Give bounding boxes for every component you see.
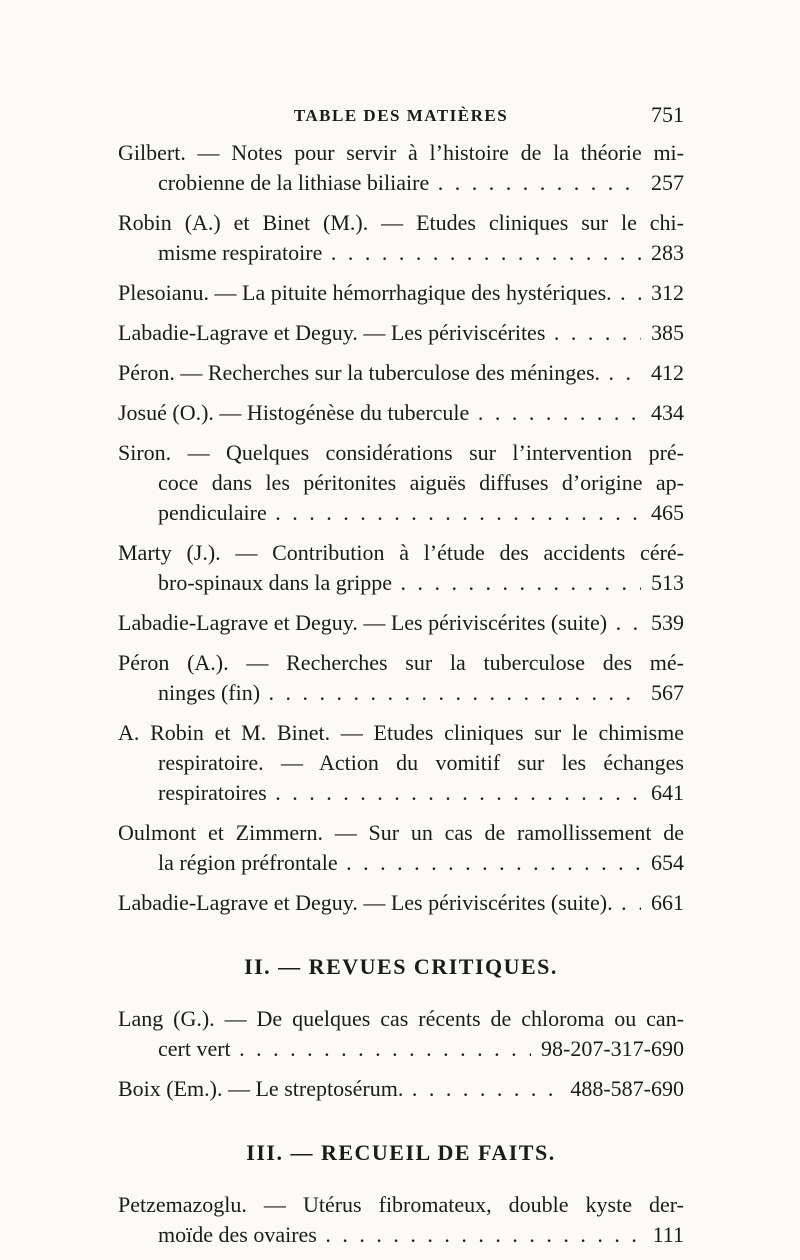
toc-entry-line xyxy=(118,648,684,678)
table-of-contents xyxy=(118,138,684,1260)
toc-entry-line xyxy=(118,848,684,878)
page-number: 751 xyxy=(651,102,684,127)
toc-entry-text: Josué (O.). — Histogénèse du tubercule . . . xyxy=(118,398,641,428)
toc-entry-text: cert vert . . . xyxy=(158,1034,531,1064)
toc-entry-line xyxy=(118,818,684,848)
toc-entry xyxy=(118,818,684,878)
toc-entry-text: Lang (G.). — De quelques cas récents de chloroma ou can- xyxy=(118,1006,684,1031)
toc-entry-text: Péron (A.). — Recherches sur la tuberculose des mé- xyxy=(118,650,684,675)
running-head xyxy=(118,102,684,132)
toc-entry-text: Robin (A.) et Binet (M.). — Etudes cliniques sur le chi- xyxy=(118,210,684,235)
toc-entry xyxy=(118,438,684,528)
toc-entry-line xyxy=(118,1074,684,1104)
toc-entry-text: Petzemazoglu. — Utérus fibromateux, double kyste der- xyxy=(118,1192,684,1217)
toc-entry xyxy=(118,718,684,808)
revues-critiques-list xyxy=(118,1004,684,1104)
toc-entry xyxy=(118,358,684,388)
toc-entry-text: la région préfrontale . . . xyxy=(158,848,641,878)
toc-entry-line xyxy=(118,778,684,808)
toc-entry-text: crobienne de la lithiase biliaire . . . xyxy=(158,168,641,198)
toc-page-number: 654 xyxy=(651,850,684,875)
toc-entry-text: Labadie-Lagrave et Deguy. — Les périviscérites (suite) . . . xyxy=(118,608,641,638)
toc-entry xyxy=(118,888,684,918)
toc-entry-text: pendiculaire . . . xyxy=(158,498,641,528)
toc-entry-text: Marty (J.). — Contribution à l’étude des accidents céré- xyxy=(118,540,684,565)
toc-entry-line xyxy=(118,138,684,168)
toc-entry xyxy=(118,398,684,428)
recueil-de-faits-list xyxy=(118,1190,684,1250)
toc-entry-line xyxy=(118,438,684,468)
toc-entry-line xyxy=(118,608,684,638)
toc-entry-text: Péron. — Recherches sur la tuberculose des méninges. . . . xyxy=(118,358,641,388)
toc-entry xyxy=(118,1190,684,1250)
toc-entry-text: Labadie-Lagrave et Deguy. — Les périviscérites (suite). . . . xyxy=(118,888,641,918)
toc-entry xyxy=(118,648,684,708)
section-title-revues-critiques: II. — REVUES CRITIQUES. xyxy=(244,954,558,979)
toc-entry-line xyxy=(118,168,684,198)
toc-entry xyxy=(118,1004,684,1064)
toc-page-number: 465 xyxy=(651,500,684,525)
toc-entry-line xyxy=(118,358,684,388)
toc-entry-text: Oulmont et Zimmern. — Sur un cas de ramollissement de xyxy=(118,820,684,845)
toc-entry-text: Labadie-Lagrave et Deguy. — Les périviscérites . . . xyxy=(118,318,641,348)
toc-page-number: 312 xyxy=(651,280,684,305)
toc-entry xyxy=(118,1074,684,1104)
running-title: TABLE DES MATIÈRES xyxy=(293,106,509,125)
toc-entry xyxy=(118,318,684,348)
toc-page-number: 412 xyxy=(651,360,684,385)
toc-page-number: 513 xyxy=(651,570,684,595)
toc-entry-text: respiratoires . . . xyxy=(158,778,641,808)
toc-entry-line xyxy=(118,398,684,428)
toc-page-number: 111 xyxy=(652,1222,684,1247)
toc-entry-line xyxy=(118,748,684,778)
toc-entry-text: respiratoire. — Action du vomitif sur les échanges xyxy=(158,750,684,775)
toc-entry-line xyxy=(118,1034,684,1064)
toc-entry-text: misme respiratoire . . . xyxy=(158,238,641,268)
toc-entry-line xyxy=(118,468,684,498)
toc-entry-line xyxy=(118,1220,684,1250)
toc-entry-text: coce dans les péritonites aiguës diffuses d’origine ap- xyxy=(158,470,684,495)
toc-entry xyxy=(118,278,684,308)
toc-entry-line xyxy=(118,888,684,918)
toc-page-number: 539 xyxy=(651,610,684,635)
contents-list xyxy=(118,138,684,918)
toc-entry-line xyxy=(118,238,684,268)
toc-entry-text: Plesoianu. — La pituite hémorrhagique des hystériques. . . . xyxy=(118,278,641,308)
toc-entry-line xyxy=(118,1190,684,1220)
toc-entry-line xyxy=(118,538,684,568)
toc-page-number: 283 xyxy=(651,240,684,265)
toc-entry-text: Siron. — Quelques considérations sur l’intervention pré- xyxy=(118,440,684,465)
section-title-recueil-de-faits: III. — RECUEIL DE FAITS. xyxy=(246,1140,556,1165)
toc-entry-text: bro-spinaux dans la grippe . . . xyxy=(158,568,641,598)
toc-entry xyxy=(118,208,684,268)
toc-entry-line xyxy=(118,208,684,238)
toc-entry-line xyxy=(118,718,684,748)
toc-page-number: 434 xyxy=(651,400,684,425)
toc-entry-line xyxy=(118,278,684,308)
toc-page-number: 98-207-317-690 xyxy=(541,1036,684,1061)
toc-page-number: 488-587-690 xyxy=(570,1076,684,1101)
toc-page-number: 641 xyxy=(651,780,684,805)
toc-entry-line xyxy=(118,498,684,528)
toc-entry-text: ninges (fin) . . . xyxy=(158,678,641,708)
toc-page-number: 661 xyxy=(651,890,684,915)
toc-entry-text: Boix (Em.). — Le streptosérum. . . . xyxy=(118,1074,560,1104)
toc-entry-line xyxy=(118,1004,684,1034)
toc-entry xyxy=(118,608,684,638)
toc-page-number: 257 xyxy=(651,170,684,195)
toc-page-number: 567 xyxy=(651,680,684,705)
toc-entry-line xyxy=(118,318,684,348)
toc-entry-text: moïde des ovaires . . . xyxy=(158,1220,643,1250)
toc-entry-line xyxy=(118,568,684,598)
toc-page-number: 385 xyxy=(651,320,684,345)
toc-entry xyxy=(118,138,684,198)
toc-entry-text: Gilbert. — Notes pour servir à l’histoire de la théorie mi- xyxy=(118,140,684,165)
toc-entry-text: A. Robin et M. Binet. — Etudes cliniques sur le chimisme xyxy=(118,720,684,745)
toc-entry-line xyxy=(118,678,684,708)
toc-entry xyxy=(118,538,684,598)
